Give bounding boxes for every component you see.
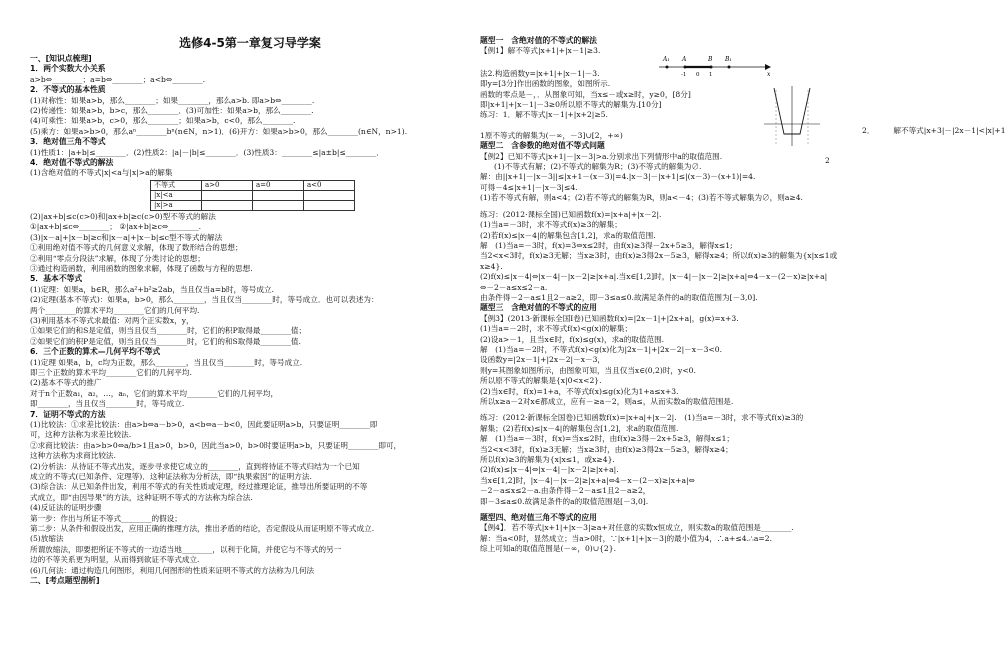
heading-4: 4．绝对值不等式的解法	[30, 158, 114, 168]
table-row	[151, 200, 355, 210]
tick-minus1: -1	[681, 72, 687, 78]
text-line: (2)当x∈时，f(x)=1+a，不等式f(x)≤g(x)化为1+a≤x+3.	[480, 386, 679, 396]
table-cell	[253, 200, 304, 210]
text-line: 解：由||x+1|－|x－3||≤|x+1－(x－3)|=4.|x－3|－|x+1|≤|(x－3)－(x+1)|=4.	[480, 172, 756, 182]
text-line: a>b⇔________；a=b⇔________；a<b⇔________.	[30, 74, 206, 84]
section-knowledge: 一、[知识点梳理]	[30, 54, 92, 63]
text-line: 由条件得－2－a≤1且2－a≥2，即－3≤a≤0.故满足条件的a的取值范围为[－3,0].	[480, 292, 758, 302]
table-header-cell: a<0	[304, 180, 355, 190]
left-column	[30, 0, 470, 672]
text-line: 法2.构造函数y=|x+1|+|x－1|－3.	[480, 68, 600, 78]
text-line: (1)当a=－2时，求不等式f(x)<g(x)的解集；	[480, 324, 633, 334]
text-line: 设函数y=|2x－1|+|2x－2|－x－3，	[480, 355, 606, 365]
label-b: B	[708, 56, 713, 63]
exercise-2-label: 2． 解不等式|x+3|－|2x－1|<|x|+1	[862, 126, 1006, 135]
text-line: 可，这种方法称为求差比较法.	[30, 430, 132, 440]
table-cell	[304, 190, 355, 200]
text-line: 1原不等式的解集为(－∞，－3]∪[2，+∞)	[480, 130, 623, 140]
text-line: 当2<x<3时，f(x)≥3无解；当x≥3时，由f(x)≥3得2x－5≥3，解得x≥4；	[480, 444, 733, 454]
text-line: (1)定理 如果a，b，c均为正数，那么________，当且仅当________时，等号成立.	[30, 357, 303, 367]
heading-type-1: 题型一 含绝对值的不等式的解法	[480, 36, 597, 45]
text-line: (1)不等式有解；(2)不等式的解集为R；(3)不等式的解集为∅.	[494, 162, 702, 172]
point-a1	[666, 66, 669, 69]
heading-type-3: 题型三 含绝对值的不等式的应用	[480, 303, 597, 313]
text-line: 解 (1)当a=－3时，f(x)=当x≤2时，由f(x)≥3得－2x+5≥3，解得x≤1；	[480, 434, 735, 444]
text-line: (3)|x－a|+|x－b|≥c和|x－a|+|x－b|≤c型不等式的解法	[30, 232, 223, 242]
table-header-cell: 不等式	[151, 180, 202, 190]
table-row	[151, 190, 355, 200]
text-line: ②求商比较法：由a>b>0⇔a/b>1且a>0，b>0，因此当a>0，b>0时要证明a>b，只要证明________即可，	[30, 440, 402, 450]
text-line: 解：当a<0时，显然成立；当a>0时，∵|x+1|+|x－3|的最小值为4，∴a+≤4.∴a=2.	[480, 533, 772, 543]
text-line: (2)|ax+b|≤c(c>0)和|ax+b|≥c(c>0)型不等式的解法	[30, 211, 216, 221]
number-line-figure	[655, 52, 775, 78]
text-line: 即________，当且仅当________时，等号成立.	[30, 399, 185, 409]
text-line: ①如果它们的和S是定值，则当且仅当________时，它们的积P取得最________值；	[30, 326, 307, 336]
table-cell	[253, 190, 304, 200]
heading-1: 1．两个实数大小关系	[30, 64, 106, 74]
heading-6: 6．三个正数的算术—几何平均不等式	[30, 347, 161, 357]
heading-5: 5．基本不等式	[30, 274, 83, 284]
text-line: 解 (1)当a=－2时，不等式f(x)<g(x)化为|2x－1|+|2x－2|－x－3<0.	[480, 344, 723, 354]
text-line: 练习：(2012·课标全国)已知函数f(x)=|x+a|+|x－2|.	[480, 209, 662, 219]
text-line: 式成立，即“由因导果”的方法，这种证明不等式的方法称为综合法.	[30, 492, 253, 502]
tick-0: 0	[696, 72, 700, 78]
table-cell	[202, 200, 253, 210]
text-line: (2)基本不等式的推广	[30, 378, 102, 388]
section-analysis: 二、[考点题型剖析]	[30, 576, 100, 586]
example-2: 【例2】已知不等式|x+1|－|x－3|>a.分别求出下列情形中a的取值范围.	[480, 151, 723, 161]
text-line: 练习：(2012·新课标全国卷)已知函数f(x)=|x+a|+|x－2|. (1)当a=－3时，求不等式f(x)≥3的	[480, 413, 804, 423]
function-graph-figure	[762, 84, 824, 148]
label-a: A	[682, 56, 687, 63]
text-line: 两个________的算术平均________它们的几何平均.	[30, 305, 200, 315]
heading-2: 2．不等式的基本性质	[30, 85, 106, 95]
text-line: (3)利用基本不等式求最值：对两个正实数x，y，	[30, 315, 194, 325]
text-line: 第二步：从条件和假设出发，应用正确的推理方法，推出矛盾的结论，否定假设从而证明原不等式成立.	[30, 524, 375, 534]
text-line: 解集；(2)若f(x)≤|x－4|的解集包含[1,2]，求a的取值范围.	[480, 423, 679, 433]
table-header-cell: a>0	[202, 180, 253, 190]
text-line: 边的不等关系更为明显，从而得到欲证不等式成立.	[30, 555, 200, 565]
text-line: (2)f(x)≤|x－4|⇔|x－4|－|x－2|≥|x+a|.	[480, 465, 619, 475]
text-line: 所以x≥a－2对x∈都成立，应有－≥a－2，则a≤，从而实数a的取值范围是.	[480, 397, 734, 406]
text-line: 当2<x<3时，f(x)≥3无解；当x≥3时，由f(x)≥3得2x－5≥3，解得x≥4；所以f(x)≥3的解集为{x|x≤1或	[480, 251, 838, 261]
text-line: 所谓放缩法，即要把所证不等式的一边适当地________，以利于化简，并使它与不等式的另一	[30, 544, 342, 554]
text-line: (3)综合法：从已知条件出发，利用不等式的有关性质或定理，经过推理论证，推导出所要证明的不等	[30, 482, 368, 492]
point-b1	[728, 66, 731, 69]
tick-1: 1	[709, 72, 713, 78]
text-line: (2)f(x)≤|x－4|⇔|x－4|－|x－2|≥|x+a|.当x∈[1,2]时，|x－4|－|x－2|≥|x+a|⇔4－x－(2－x)≥|x+a|	[480, 272, 828, 282]
text-line: (2)传递性：如果a>b，b>c，那么________．(3)可加性：如果a>b，那么________.	[30, 106, 314, 116]
text-line: (1)含绝对值的不等式|x|<a与|x|>a的解集	[30, 168, 173, 178]
text-line: (1)当a=－3时，求不等式f(x)≥3的解集；	[480, 220, 622, 230]
heading-type-4: 题型四、绝对值三角不等式的应用	[480, 513, 597, 523]
text-line: ②利用“零点分段法”求解，体现了分类讨论的思想；	[30, 253, 205, 263]
table-cell	[304, 200, 355, 210]
point-a	[684, 66, 687, 69]
table-header-cell: a=0	[253, 180, 304, 190]
text-line: 所以f(x)≥3的解集为{x|x≤1，或x≥4}.	[480, 455, 615, 465]
heading-type-2: 题型二 含参数的绝对值不等式问题	[480, 141, 605, 151]
text-line: 即|x+1|+|x－1|－3≥0所以原不等式的解集为.[10分]	[480, 100, 662, 110]
text-line: －2－a≤x≤2－a.由条件得－2－a≤1且2－a≥2，	[480, 486, 651, 496]
heading-3: 3．绝对值三角不等式	[30, 137, 106, 147]
text-line: (2)定理(基本不等式)：如果a，b>0，那么________，当且仅当________时，等号成立．也可以表述为：	[30, 295, 379, 305]
text-line: x≥4}.	[480, 261, 503, 271]
text-line: (2)分析法：从待证不等式出发，逐步寻求使它成立的________，直到将待证不等式归结为一个已知	[30, 461, 360, 471]
text-line: ①|ax+b|≤c⇔________； ②|ax+b|≥c⇔________.	[30, 222, 202, 232]
text-line: 即y=[3分]作出函数的图象，如图所示.	[480, 79, 611, 89]
text-line: 当x∈[1,2]时，|x－4|－|x－2|≥|x+a|⇔4－x－(2－x)≥|x+a|⇔	[480, 475, 695, 485]
text-line: ③通过构造函数，利用函数的图象求解，体现了函数与方程的思想.	[30, 263, 253, 273]
right-column	[480, 0, 925, 672]
text-line: 这种方法称为求商比较法.	[30, 451, 116, 461]
text-line: 则y=其图象如图所示，由图象可知，当且仅当x∈(0,2)时，y<0.	[480, 365, 696, 375]
heading-7: 7．证明不等式的方法	[30, 409, 106, 419]
text-line: (5)乘方：如果a>b>0，那么aⁿ________bⁿ(n∈N，n>1)．(6)开方：如果a>b>0，那么________(n∈N，n>1).	[30, 126, 408, 136]
arrow-icon	[765, 64, 771, 70]
text-line: (1)性质1：|a+b|≤________．(2)性质2：|a|－|b|≤________．(3)性质3：________≤|a±b|≤________．	[30, 147, 384, 157]
text-line: 所以原不等式的解集是{x|0<x<2}.	[480, 376, 602, 386]
text-line: 可得－4≤|x+1|－|x－3|≤4.	[480, 182, 578, 192]
text-line: (1)比较法：①求差比较法：由a>b⇔a－b>0，a<b⇔a－b<0，因此要证明a>b，只要证明________即	[30, 420, 378, 429]
solution-table	[150, 180, 355, 211]
text-line: (2)设a>－1，且当x∈时，f(x)≤g(x)，求a的取值范围.	[480, 334, 665, 344]
text-line: (1)对称性：如果a>b，那么________；如果________，那么a>b. 即a>b⇔________.	[30, 95, 315, 105]
text-line: (2)若f(x)≤|x－4|的解集包含[1,2]，求a的取值范围.	[480, 230, 656, 240]
table-cell	[202, 190, 253, 200]
label-a1: A₁	[663, 56, 670, 63]
text-line: 即－3≤a≤0.故满足条件的a的取值范围是[－3,0].	[480, 496, 649, 506]
text-line: (1)若不等式有解，则a<4；(2)若不等式的解集为R，则a<－4；(3)若不等式解集为∅，则a≥4.	[480, 193, 803, 203]
table-header-row	[151, 180, 355, 190]
text-line: (6)几何法：通过构造几何图形，利用几何图形的性质来证明不等式的方法称为几何法	[30, 565, 315, 575]
page-number: 2	[825, 156, 830, 165]
page-title: 选修4-5第一章复习导学案	[179, 36, 321, 50]
example-1: 【例1】解不等式|x+1|+|x－1|≥3.	[480, 46, 601, 56]
text-line: (1)定理：如果a，b∈R，那么a²+b²≥2ab，当且仅当a=b时，等号成立.	[30, 284, 274, 294]
text-line: ①利用绝对值不等式的几何意义求解，体现了数形结合的思想；	[30, 243, 243, 253]
text-line: 综上可知a的取值范围是(－∞，0)∪{2}.	[480, 544, 617, 554]
text-line: 第一步：作出与所证不等式________的假设；	[30, 513, 182, 523]
text-line: (4)反证法的证明步骤	[30, 503, 102, 513]
text-line: 函数的零点是－，．从图象可知，当x≤－或x≥时，y≥0，[8分]	[480, 89, 691, 99]
text-line: ②如果它们的积P是定值，则当且仅当________时，它们的和S取得最________值.	[30, 336, 301, 346]
label-b1: B₁	[725, 56, 732, 63]
point-b	[710, 66, 713, 69]
text-line: (4)可乘性：如果a>b，c>0，那么________；如果a>b，c<0，那么________.	[30, 116, 296, 126]
text-line: 成立的不等式(已知条件、定理等)．这种证法称为分析法，即“执果索因”的证明方法.	[30, 472, 312, 482]
text-line: 对于n个正数a₁，a₂，…，aₙ，它们的算术平均________它们的几何平均，	[30, 388, 279, 398]
text-line: ⇔－2－a≤x≤2－a.	[480, 282, 548, 292]
text-line: (5)放缩法	[30, 534, 64, 544]
table-cell: |x|>a	[151, 200, 202, 210]
label-x: x	[767, 71, 771, 78]
text-line: 即三个正数的算术平均________它们的几何平均.	[30, 367, 192, 377]
text-line: 解 (1)当a=－3时，f(x)=3⇔x≤2时，由f(x)≥3得－2x+5≥3，解得x≤1;	[480, 240, 733, 250]
table-cell: |x|<a	[151, 190, 202, 200]
example-4: 【例4】．若不等式|x+1|+|x－3|≥a+对任意的实数x恒成立，则实数a的取值范围是________.	[480, 523, 794, 533]
example-3: 【例3】(2013·新课标全国Ⅰ卷)已知函数f(x)=|2x－1|+|2x+a|，g(x)=x+3.	[480, 313, 739, 323]
text-line: 练习：1．解不等式|x－1|+|x+2|≥5.	[480, 110, 608, 120]
